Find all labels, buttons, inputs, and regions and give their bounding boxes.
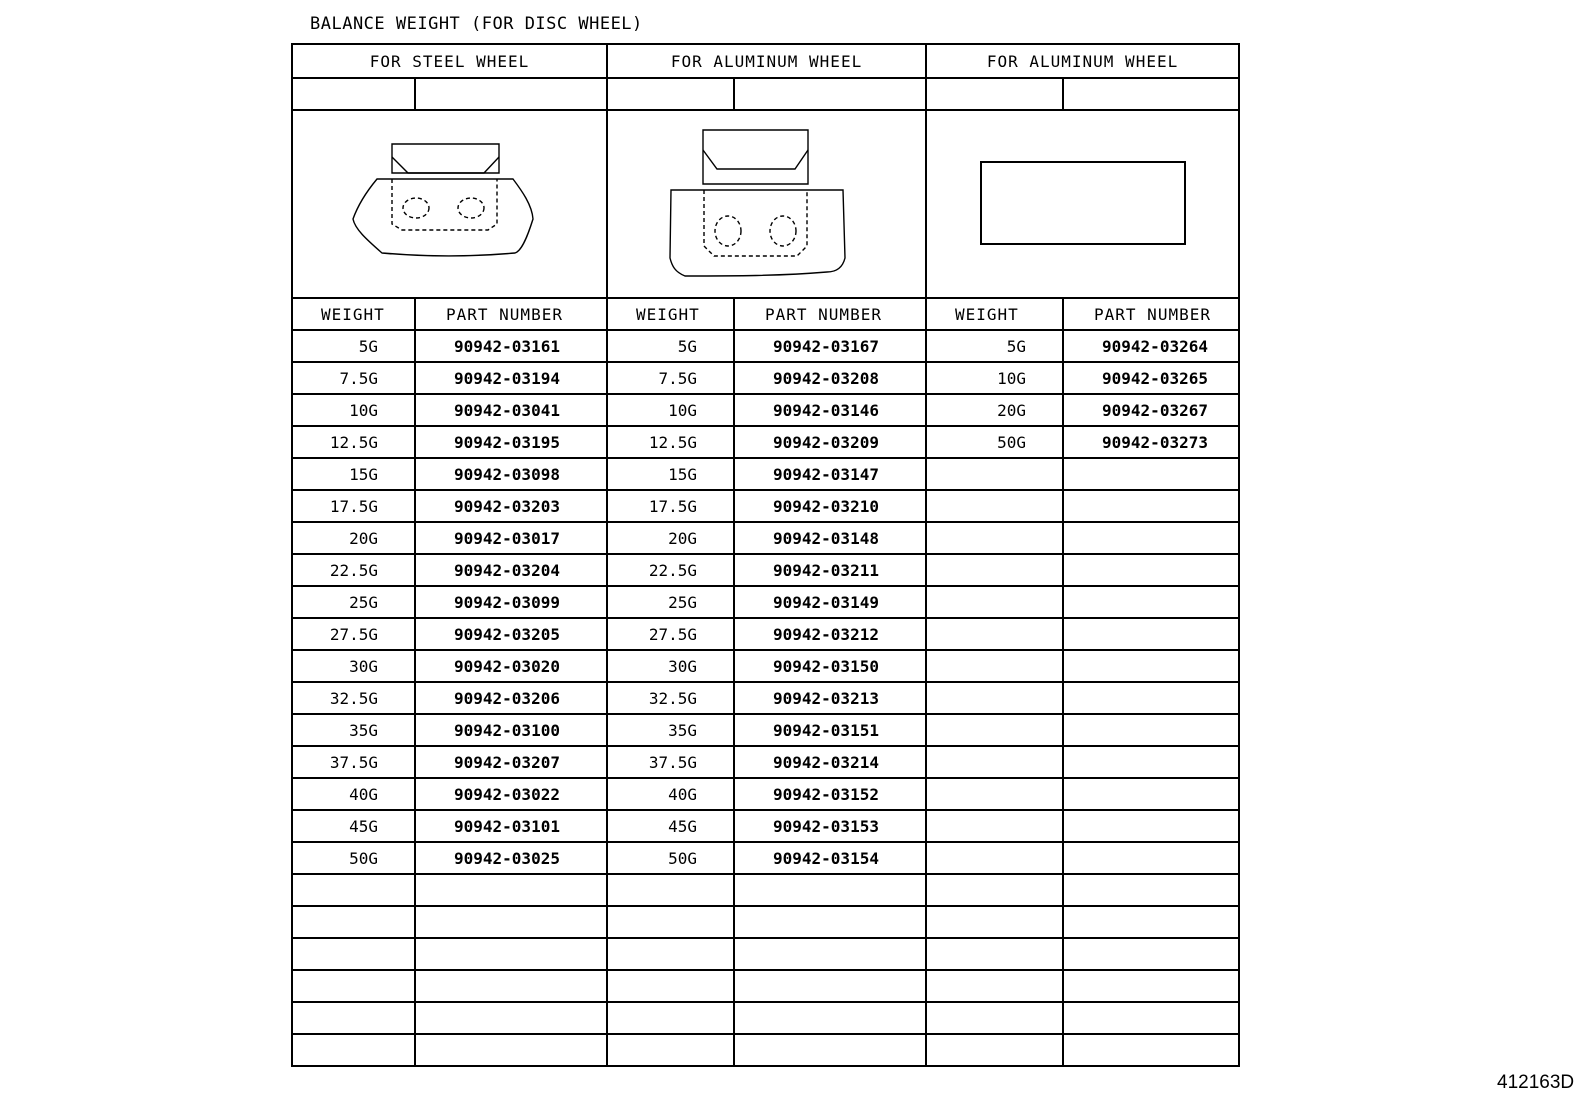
part-number-cell — [415, 1034, 607, 1066]
weight-cell — [926, 746, 1063, 778]
part-number-cell: 90942-03161 — [415, 330, 607, 362]
weight-cell — [607, 874, 734, 906]
part-number-cell: 90942-03203 — [415, 490, 607, 522]
part-number-cell: 90942-03150 — [734, 650, 926, 682]
part-number-cell — [1063, 618, 1239, 650]
part-number-cell — [1063, 874, 1239, 906]
part-number-cell: 90942-03208 — [734, 362, 926, 394]
part-number-cell: 90942-03020 — [415, 650, 607, 682]
part-number-cell: 90942-03147 — [734, 458, 926, 490]
weight-cell: 22.5G — [292, 554, 415, 586]
table-row — [292, 810, 1239, 842]
steel-clip-weight-icon — [350, 139, 550, 269]
weight-cell: 35G — [607, 714, 734, 746]
part-number-cell — [415, 1002, 607, 1034]
table-row — [292, 426, 1239, 458]
part-number-cell: 90942-03022 — [415, 778, 607, 810]
part-number-cell: 90942-03212 — [734, 618, 926, 650]
part-number-cell: 90942-03214 — [734, 746, 926, 778]
group-heading-steel: FOR STEEL WHEEL — [292, 44, 607, 78]
part-number-cell: 90942-03211 — [734, 554, 926, 586]
weight-cell — [926, 554, 1063, 586]
weight-cell: 25G — [292, 586, 415, 618]
part-number-cell — [734, 1034, 926, 1066]
part-number-cell — [1063, 714, 1239, 746]
weight-cell: 27.5G — [607, 618, 734, 650]
weight-cell — [926, 714, 1063, 746]
weight-cell: 30G — [292, 650, 415, 682]
weight-cell: 17.5G — [607, 490, 734, 522]
part-number-cell: 90942-03213 — [734, 682, 926, 714]
weight-cell — [607, 1002, 734, 1034]
balance-weight-table — [291, 43, 1240, 1067]
weight-cell: 7.5G — [292, 362, 415, 394]
part-number-cell — [1063, 586, 1239, 618]
part-number-cell — [734, 1002, 926, 1034]
part-number-cell — [415, 938, 607, 970]
weight-col-header: WEIGHT — [292, 298, 415, 330]
part-number-cell: 90942-03017 — [415, 522, 607, 554]
part-number-cell — [1063, 810, 1239, 842]
weight-cell: 27.5G — [292, 618, 415, 650]
part-number-col-header: PART NUMBER — [1063, 298, 1239, 330]
part-number-cell — [415, 874, 607, 906]
table-row — [292, 874, 1239, 906]
weight-cell — [926, 874, 1063, 906]
table-row — [292, 906, 1239, 938]
weight-cell: 37.5G — [292, 746, 415, 778]
spacer-row — [292, 78, 1239, 110]
part-number-cell: 90942-03267 — [1063, 394, 1239, 426]
steel-weight-illustration-cell — [292, 110, 607, 298]
table-row — [292, 394, 1239, 426]
weight-cell: 45G — [292, 810, 415, 842]
weight-cell — [926, 842, 1063, 874]
weight-cell: 32.5G — [292, 682, 415, 714]
adhesive-weight-illustration-cell — [926, 110, 1239, 298]
table-row — [292, 938, 1239, 970]
part-number-cell: 90942-03148 — [734, 522, 926, 554]
part-number-cell — [1063, 1034, 1239, 1066]
table-row — [292, 842, 1239, 874]
weight-cell — [292, 1034, 415, 1066]
table-row — [292, 682, 1239, 714]
figure-reference-number: 412163D — [1497, 1072, 1575, 1093]
adhesive-weight-icon — [978, 159, 1188, 249]
aluminum-weight-illustration-cell — [607, 110, 926, 298]
weight-cell: 35G — [292, 714, 415, 746]
illustration-row — [292, 110, 1239, 298]
part-number-cell — [1063, 778, 1239, 810]
part-number-cell — [1063, 1002, 1239, 1034]
table-row — [292, 618, 1239, 650]
weight-cell: 50G — [607, 842, 734, 874]
part-number-cell: 90942-03195 — [415, 426, 607, 458]
weight-col-header: WEIGHT — [926, 298, 1063, 330]
part-number-cell — [1063, 842, 1239, 874]
weight-cell: 45G — [607, 810, 734, 842]
aluminum-clip-weight-icon — [667, 124, 867, 284]
part-number-cell — [734, 938, 926, 970]
part-number-cell: 90942-03167 — [734, 330, 926, 362]
table-row — [292, 554, 1239, 586]
weight-cell: 15G — [607, 458, 734, 490]
part-number-cell: 90942-03151 — [734, 714, 926, 746]
part-number-cell — [734, 874, 926, 906]
weight-cell — [292, 874, 415, 906]
table-row — [292, 522, 1239, 554]
weight-cell: 17.5G — [292, 490, 415, 522]
part-number-cell: 90942-03041 — [415, 394, 607, 426]
weight-cell — [926, 1002, 1063, 1034]
weight-cell — [926, 586, 1063, 618]
part-number-cell: 90942-03209 — [734, 426, 926, 458]
part-number-cell — [734, 906, 926, 938]
weight-cell: 20G — [926, 394, 1063, 426]
weight-cell — [926, 618, 1063, 650]
part-number-cell: 90942-03265 — [1063, 362, 1239, 394]
part-number-cell — [1063, 522, 1239, 554]
part-number-cell — [415, 970, 607, 1002]
part-number-cell: 90942-03025 — [415, 842, 607, 874]
part-number-cell: 90942-03264 — [1063, 330, 1239, 362]
table-row — [292, 778, 1239, 810]
part-number-cell: 90942-03153 — [734, 810, 926, 842]
group-heading-aluminum-adhesive: FOR ALUMINUM WHEEL — [926, 44, 1239, 78]
weight-cell: 22.5G — [607, 554, 734, 586]
weight-cell — [926, 490, 1063, 522]
weight-cell: 20G — [292, 522, 415, 554]
weight-cell: 5G — [607, 330, 734, 362]
weight-cell: 12.5G — [292, 426, 415, 458]
part-number-cell: 90942-03099 — [415, 586, 607, 618]
group-heading-row — [292, 44, 1239, 78]
weight-cell: 25G — [607, 586, 734, 618]
weight-cell: 40G — [292, 778, 415, 810]
part-number-cell — [1063, 650, 1239, 682]
part-number-cell: 90942-03149 — [734, 586, 926, 618]
table-row — [292, 714, 1239, 746]
table-row — [292, 970, 1239, 1002]
weight-cell: 32.5G — [607, 682, 734, 714]
weight-cell — [292, 1002, 415, 1034]
part-number-cell: 90942-03207 — [415, 746, 607, 778]
table-row — [292, 458, 1239, 490]
weight-cell — [926, 970, 1063, 1002]
weight-cell — [926, 682, 1063, 714]
part-number-cell — [1063, 682, 1239, 714]
weight-cell: 50G — [926, 426, 1063, 458]
weight-cell: 5G — [926, 330, 1063, 362]
weight-cell: 50G — [292, 842, 415, 874]
part-number-cell — [1063, 746, 1239, 778]
weight-cell: 10G — [607, 394, 734, 426]
weight-cell — [926, 522, 1063, 554]
weight-cell — [607, 970, 734, 1002]
part-number-col-header: PART NUMBER — [734, 298, 926, 330]
part-number-cell: 90942-03154 — [734, 842, 926, 874]
weight-col-header: WEIGHT — [607, 298, 734, 330]
group-heading-aluminum: FOR ALUMINUM WHEEL — [607, 44, 926, 78]
part-number-cell — [1063, 490, 1239, 522]
column-header-row — [292, 298, 1239, 330]
part-number-cell: 90942-03152 — [734, 778, 926, 810]
weight-cell — [607, 906, 734, 938]
weight-cell: 10G — [926, 362, 1063, 394]
weight-cell: 30G — [607, 650, 734, 682]
weight-cell — [607, 938, 734, 970]
part-number-cell — [734, 970, 926, 1002]
weight-cell: 20G — [607, 522, 734, 554]
part-number-cell: 90942-03100 — [415, 714, 607, 746]
weight-cell — [926, 810, 1063, 842]
part-number-cell: 90942-03194 — [415, 362, 607, 394]
part-number-cell: 90942-03204 — [415, 554, 607, 586]
weight-cell — [926, 938, 1063, 970]
table-row — [292, 586, 1239, 618]
page-title: BALANCE WEIGHT (FOR DISC WHEEL) — [310, 14, 643, 34]
weight-cell — [292, 970, 415, 1002]
part-number-col-header: PART NUMBER — [415, 298, 607, 330]
table-row — [292, 490, 1239, 522]
weight-cell — [292, 906, 415, 938]
table-row — [292, 330, 1239, 362]
weight-cell — [926, 906, 1063, 938]
table-row — [292, 1034, 1239, 1066]
table-row — [292, 650, 1239, 682]
table-row — [292, 1002, 1239, 1034]
part-number-cell: 90942-03205 — [415, 618, 607, 650]
part-number-cell: 90942-03273 — [1063, 426, 1239, 458]
part-number-cell — [1063, 938, 1239, 970]
weight-cell — [926, 778, 1063, 810]
table-row — [292, 746, 1239, 778]
weight-cell: 37.5G — [607, 746, 734, 778]
weight-cell: 5G — [292, 330, 415, 362]
part-number-cell: 90942-03098 — [415, 458, 607, 490]
part-number-cell: 90942-03146 — [734, 394, 926, 426]
part-number-cell — [1063, 458, 1239, 490]
weight-cell — [926, 458, 1063, 490]
part-number-cell — [1063, 554, 1239, 586]
weight-cell: 7.5G — [607, 362, 734, 394]
weight-cell: 40G — [607, 778, 734, 810]
weight-cell: 12.5G — [607, 426, 734, 458]
part-number-cell: 90942-03210 — [734, 490, 926, 522]
part-number-cell — [1063, 970, 1239, 1002]
part-number-cell — [415, 906, 607, 938]
part-number-cell: 90942-03101 — [415, 810, 607, 842]
weight-cell: 10G — [292, 394, 415, 426]
table-row — [292, 362, 1239, 394]
weight-cell — [292, 938, 415, 970]
weight-cell — [926, 650, 1063, 682]
weight-cell — [607, 1034, 734, 1066]
part-number-cell — [1063, 906, 1239, 938]
part-number-cell: 90942-03206 — [415, 682, 607, 714]
weight-cell: 15G — [292, 458, 415, 490]
weight-cell — [926, 1034, 1063, 1066]
